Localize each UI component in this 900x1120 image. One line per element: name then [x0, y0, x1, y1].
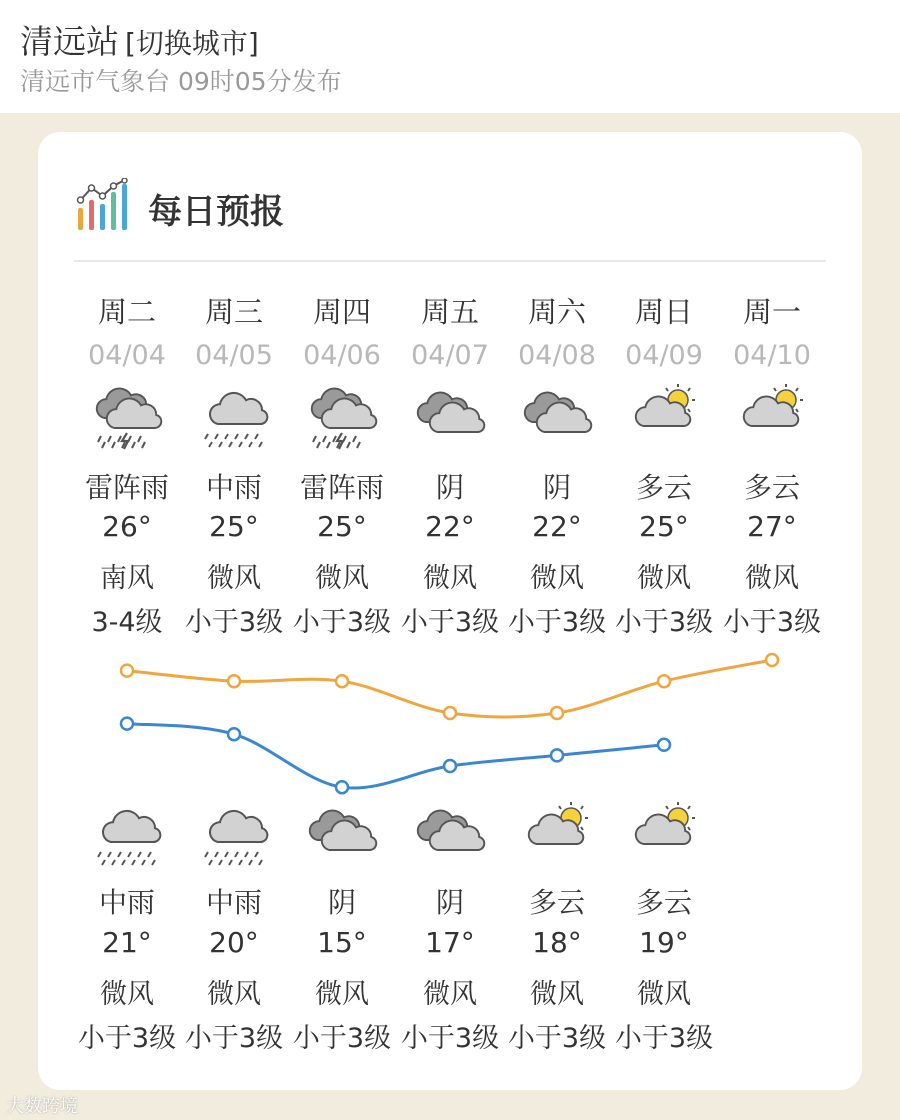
night-wind-direction: 微风	[637, 979, 691, 1010]
station-line	[20, 16, 259, 63]
night-condition: 中雨	[205, 886, 262, 919]
night-wind-direction: 微风	[530, 979, 584, 1010]
night-wind-level: 小于3级	[77, 1023, 177, 1054]
day-wind-level: 小于3级	[507, 607, 607, 638]
date-label: 04/07	[411, 340, 489, 371]
partly-cloudy-icon	[624, 378, 704, 450]
partly-cloudy-icon	[732, 378, 812, 450]
date-label: 04/06	[303, 340, 381, 371]
day-condition: 雷阵雨	[299, 471, 384, 504]
night-wind-level: 小于3级	[614, 1023, 714, 1054]
header	[0, 0, 900, 113]
day-name: 周六	[527, 295, 586, 329]
thunder-rain-icon	[87, 378, 167, 450]
high-temp-point	[228, 675, 240, 687]
partly-cloudy-icon	[517, 796, 597, 868]
high-temp-point	[121, 665, 133, 677]
low-temp-point	[336, 781, 348, 793]
station-name: 清远站	[20, 22, 119, 61]
day-wind-level: 小于3级	[400, 607, 500, 638]
high-temp-point	[766, 654, 778, 666]
low-temp: 21°	[102, 926, 152, 959]
night-condition: 中雨	[98, 886, 155, 919]
overcast-icon	[302, 796, 382, 868]
night-wind-direction: 微风	[315, 979, 369, 1010]
low-temp-point	[121, 718, 133, 730]
watermark: 大数跨境	[6, 1096, 78, 1117]
high-temp-point	[336, 675, 348, 687]
daily-forecast-card	[38, 132, 862, 1090]
low-temp-point	[551, 749, 563, 761]
night-condition: 阴	[327, 886, 356, 919]
card-title: 每日预报	[148, 192, 284, 232]
night-wind-direction: 微风	[100, 979, 154, 1010]
day-condition: 雷阵雨	[84, 471, 169, 504]
overcast-icon	[517, 378, 597, 450]
high-temp: 25°	[639, 510, 689, 543]
thunder-rain-icon	[302, 378, 382, 450]
low-temp: 17°	[425, 926, 475, 959]
day-wind-level: 小于3级	[614, 607, 714, 638]
day-wind-direction: 微风	[637, 563, 691, 594]
day-name: 周四	[312, 295, 371, 329]
low-temp-point	[228, 728, 240, 740]
high-temp: 26°	[102, 510, 152, 543]
night-wind-level: 小于3级	[184, 1023, 284, 1054]
day-condition: 多云	[743, 471, 800, 504]
date-label: 04/08	[518, 340, 596, 371]
day-wind-direction: 微风	[530, 563, 584, 594]
rain-icon	[194, 378, 274, 450]
day-wind-level: 小于3级	[722, 607, 822, 638]
day-condition: 中雨	[205, 471, 262, 504]
day-name: 周五	[420, 295, 479, 329]
low-temp: 15°	[317, 926, 367, 959]
partly-cloudy-icon	[624, 796, 704, 868]
rain-icon	[194, 796, 274, 868]
high-temp-point	[658, 675, 670, 687]
high-temp: 25°	[209, 510, 259, 543]
low-temp: 18°	[532, 926, 582, 959]
day-condition: 阴	[542, 471, 571, 504]
day-name: 周一	[742, 295, 801, 329]
day-name: 周二	[97, 295, 156, 329]
high-temp: 25°	[317, 510, 367, 543]
day-wind-direction: 微风	[315, 563, 369, 594]
night-condition: 多云	[528, 886, 585, 919]
night-condition: 阴	[435, 886, 464, 919]
low-temp-point	[444, 760, 456, 772]
low-temp-line	[127, 724, 664, 788]
high-temp: 27°	[747, 510, 797, 543]
day-condition: 多云	[635, 471, 692, 504]
publisher-info: 清远市气象台 09时05分发布	[20, 67, 342, 96]
night-wind-level: 小于3级	[292, 1023, 392, 1054]
high-temp-point	[551, 707, 563, 719]
night-wind-level: 小于3级	[507, 1023, 607, 1054]
day-wind-level: 小于3级	[184, 607, 284, 638]
low-temp-point	[658, 739, 670, 751]
day-name: 周日	[634, 295, 693, 329]
low-temp: 19°	[639, 926, 689, 959]
day-condition: 阴	[435, 471, 464, 504]
day-wind-level: 小于3级	[292, 607, 392, 638]
day-wind-direction: 微风	[423, 563, 477, 594]
switch-city-link[interactable]: [切换城市]	[125, 27, 259, 60]
date-label: 04/09	[625, 340, 703, 371]
high-temp-point	[444, 707, 456, 719]
high-temp: 22°	[532, 510, 582, 543]
date-label: 04/04	[88, 340, 166, 371]
day-wind-direction: 微风	[745, 563, 799, 594]
night-wind-direction: 微风	[207, 979, 261, 1010]
day-name: 周三	[204, 295, 263, 329]
night-wind-level: 小于3级	[400, 1023, 500, 1054]
day-wind-level: 3-4级	[91, 607, 163, 638]
day-wind-direction: 南风	[100, 563, 154, 594]
date-label: 04/10	[733, 340, 811, 371]
day-wind-direction: 微风	[207, 563, 261, 594]
night-wind-direction: 微风	[423, 979, 477, 1010]
rain-icon	[87, 796, 167, 868]
overcast-icon	[410, 796, 490, 868]
date-label: 04/05	[195, 340, 273, 371]
overcast-icon	[410, 378, 490, 450]
low-temp: 20°	[209, 926, 259, 959]
night-condition: 多云	[635, 886, 692, 919]
high-temp: 22°	[425, 510, 475, 543]
